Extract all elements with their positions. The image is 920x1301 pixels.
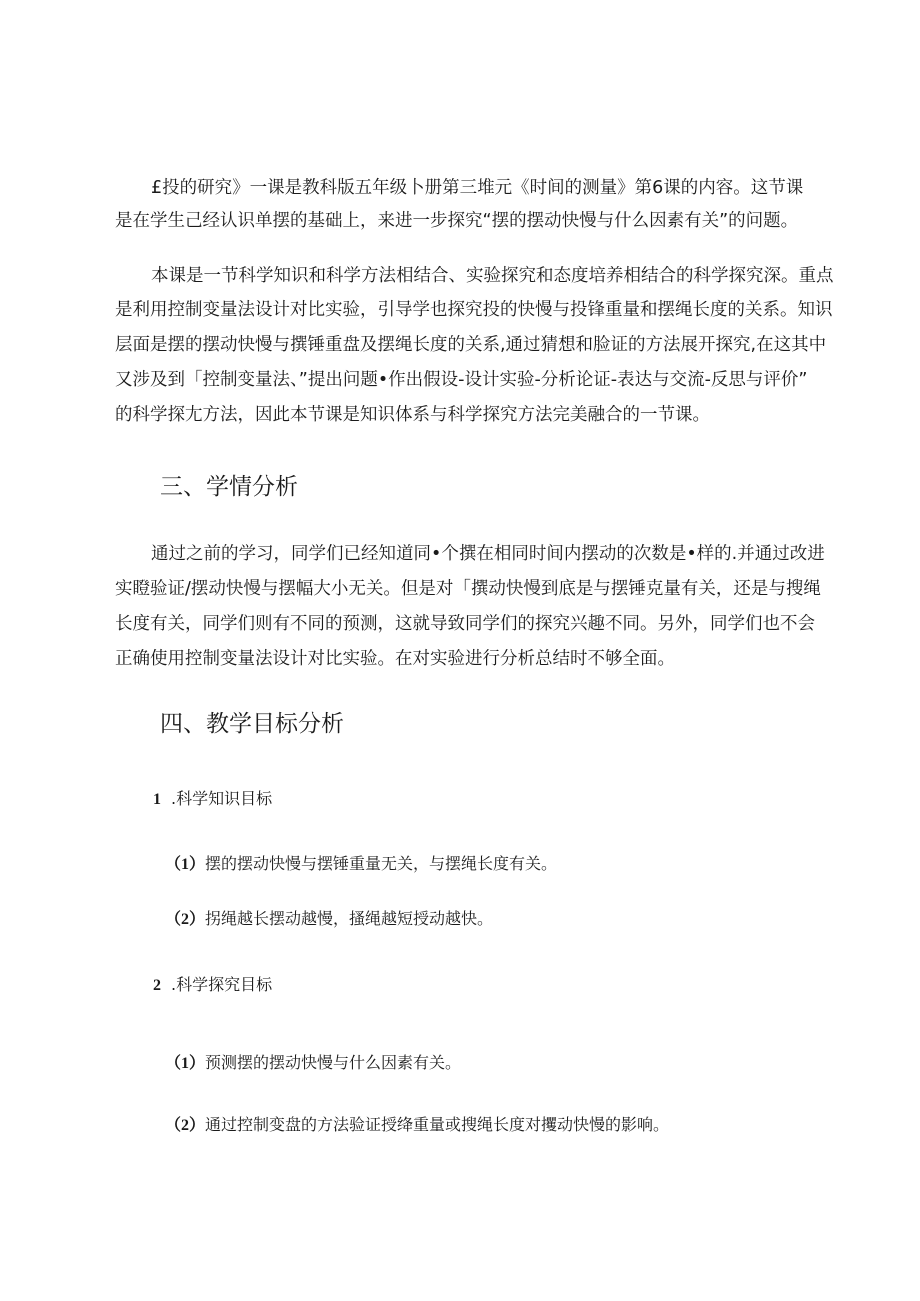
goal-1-item-1-number: （1） [165,856,206,873]
goal-1-item-1-text: 摆的摆动快慢与摆锤重量无关，与摆绳长度有关。 [205,854,558,873]
intro-paragraph-2-line-5: 的科学探尢方法，因此本节课是知识体系与科学探究方法完美融合的一节课。 [115,405,710,425]
section-3-line-4: 正确使用控制变量法设计对比实验。在对实验进行分析总结时不够全面。 [115,649,675,669]
goal-2-number: 2 [153,977,161,994]
goal-1-number: 1 [153,791,161,808]
section-3-line-1: 通过之前的学习，同学们已经知道同•个撰在相同时间内摆动的次数是•样的.并通过改进 [151,544,825,564]
intro-paragraph-2-line-4: 又涉及到「控制变量法、”提出问题•作出假设-设计实验-分析论证-表达与交流-反思与评价” [115,370,808,390]
intro-paragraph-1-line-2: 是在学生己经认识单摆的基础上，来进一步探究“摆的摆动快慢与什么因素有关”的问题。 [115,211,799,231]
goal-1-label: .科学知识目标 [171,789,273,808]
goal-1-item-2-text: 拐绳越长摆动越慢，搔绳越短授动越快。 [205,909,494,928]
section-3-heading: 三、学情分析 [160,474,298,500]
goal-1-item-2-number: （2） [165,911,206,928]
section-4-heading: 四、教学目标分析 [160,711,344,737]
intro-paragraph-2-line-3: 层面是摆的摆动快慢与撰锤重盘及摆绳长度的关系,通过猜想和脸证的方法展开探究,在这其中 [115,335,827,355]
intro-paragraph-2-line-1: 本课是一节科学知识和科学方法相结合、实验探究和态度培养相结合的科学探究深。重点 [151,266,834,286]
goal-2-item-1-text: 预测摆的摆动快慢与什么因素有关。 [205,1053,462,1072]
intro-paragraph-1-line-1: £投的研究》一课是教科版五年级卜册第三堆元《时间的测量》第6课的内容。这节课 [151,178,804,198]
goal-1-item-2 [165,907,493,932]
section-3-line-3: 长度有关，同学们则有不同的预测，这就导致同学们的探究兴趣不同。另外，同学们也不会 [115,614,815,634]
goal-2-heading [153,973,272,998]
goal-2-item-2-text: 通过控制变盘的方法验证授绛重量或搜绳长度对攫动快慢的影响。 [205,1115,670,1134]
goal-1-item-1 [165,852,557,877]
goal-2-item-1-number: （1） [165,1055,206,1072]
goal-1-heading [153,787,272,812]
goal-2-item-2 [165,1113,669,1138]
intro-paragraph-2-line-2: 是利用控制变量法设计对比实验，引导学也探究投的快慢与投锋重量和摆绳长度的关系。知识 [115,300,833,320]
goal-2-label: .科学探究目标 [171,975,273,994]
goal-2-item-1 [165,1051,461,1076]
goal-2-item-2-number: （2） [165,1117,206,1134]
section-3-line-2: 实瞪验证/摆动快慢与摆幅大小无关。但是对「撰动快慢到底是与摆锤克量有关，还是与搜绳 [115,579,821,599]
